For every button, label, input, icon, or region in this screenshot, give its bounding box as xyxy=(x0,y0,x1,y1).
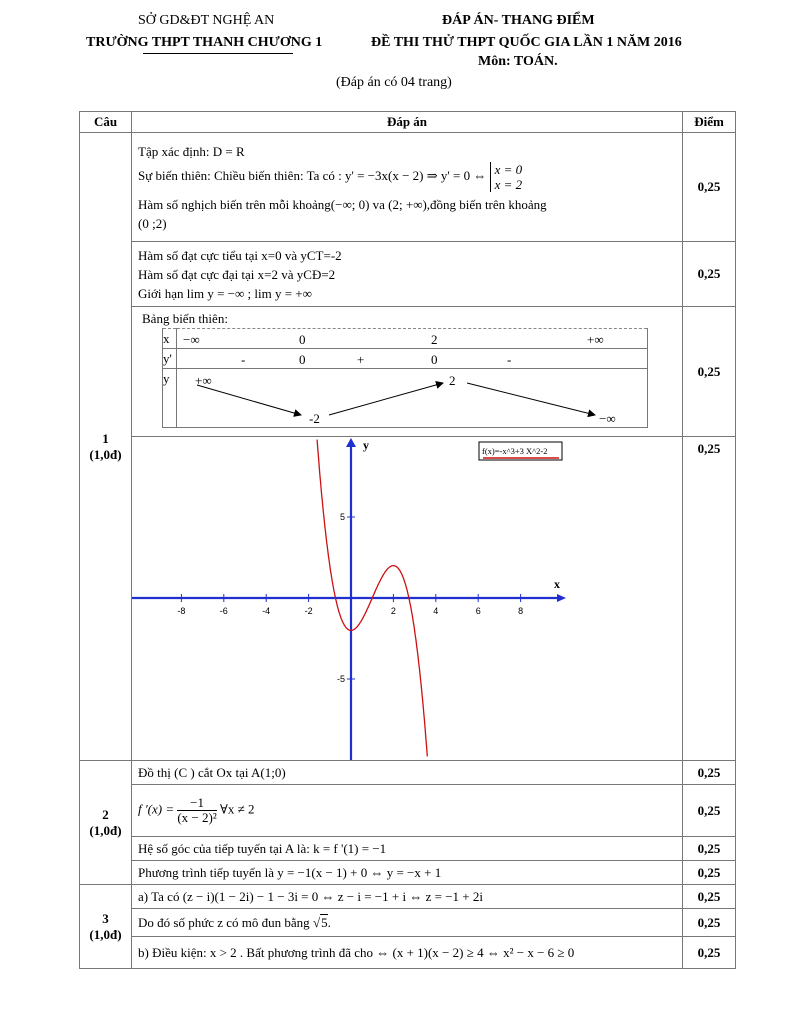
x-tick-label: -6 xyxy=(219,606,228,616)
col-header-dapan: Đáp án xyxy=(132,112,683,133)
dept-name: SỞ GD&ĐT NGHỆ AN xyxy=(138,13,275,28)
bbt-y-label: y xyxy=(163,369,177,428)
q1-limits: Giới hạn lim y = −∞ ; lim y = +∞ xyxy=(138,285,312,301)
q3-sqrt-value: 5 xyxy=(321,915,328,930)
function-graph xyxy=(132,437,683,760)
q3-total: (1,0đ) xyxy=(89,926,122,942)
q2-row3: Hệ số góc của tiếp tuyến tại A là: k = f '(1) = −1 xyxy=(132,837,683,861)
y-axis-arrow xyxy=(346,438,356,447)
exam-title: ĐỀ THI THỬ THPT QUỐC GIA LẦN 1 NĂM 2016 xyxy=(371,35,682,50)
q2-row4: Phương trình tiếp tuyến là y = −1(x − 1) + 0 ⇔ y = −x + 1 xyxy=(132,861,683,885)
bbt-arrows xyxy=(177,369,637,427)
bbt-x-0: 0 xyxy=(299,332,306,347)
bbt-arrow-down2 xyxy=(467,383,595,415)
x-tick-label: -2 xyxy=(304,606,313,616)
q1-label xyxy=(80,133,132,761)
bbt-y-row xyxy=(177,369,648,428)
bbt-arrow-up xyxy=(329,383,443,415)
q2-total: (1,0đ) xyxy=(89,822,122,838)
q2-number: 2 xyxy=(102,806,109,822)
q1-number: 1 xyxy=(102,430,109,446)
bbt-yp-sign3: - xyxy=(507,352,512,367)
q3-row1: a) Ta có (z − i)(1 − 2i) − 1 − 3i = 0 ⇔ z − i = −1 + i ⇔ z = −1 + 2i xyxy=(132,885,683,909)
x-tick-label: 6 xyxy=(475,606,481,616)
q2-points-1: 0,25 xyxy=(683,761,736,785)
q1-sys-1: x = 0 xyxy=(494,161,523,177)
x-tick-label: -8 xyxy=(177,606,186,616)
q2-denominator: (x − 2)² xyxy=(177,810,217,825)
y-tick-label: 5 xyxy=(339,512,345,522)
q2-points-3: 0,25 xyxy=(683,837,736,861)
subject: Môn: TOÁN. xyxy=(478,54,558,69)
col-header-cau: Câu xyxy=(80,112,132,133)
q3-number: 3 xyxy=(102,910,109,926)
q2-row1: Đồ thị (C ) cắt Ox tại A(1;0) xyxy=(132,761,683,785)
bbt-x-pos-inf: +∞ xyxy=(587,332,604,347)
x-tick-label: -4 xyxy=(262,606,271,616)
bbt-y-max: 2 xyxy=(449,373,456,388)
q2-fraction xyxy=(177,796,216,825)
bbt-x-2: 2 xyxy=(431,332,438,347)
q1-max: Hàm số đạt cực đại tại x=2 và yCĐ=2 xyxy=(138,266,336,282)
q1-row2 xyxy=(132,242,683,307)
q3-row3: b) Điều kiện: x > 2 . Bất phương trình đã cho ⇔ (x + 1)(x − 2) ≥ 4 ⇔ x² − x − 6 ≥ 0 xyxy=(132,937,683,969)
bbt-yp-row xyxy=(177,349,648,369)
school-underline xyxy=(143,53,293,54)
variation-table xyxy=(162,328,648,428)
q1-domain: Tập xác định: D = R xyxy=(138,143,245,159)
q1-total: (1,0đ) xyxy=(89,446,122,462)
q3-modulus-text: Do đó số phức z có mô đun bằng xyxy=(138,915,310,930)
bbt-yp-label: y' xyxy=(163,349,177,369)
bbt-x-label: x xyxy=(163,329,177,349)
q1-min: Hàm số đạt cực tiểu tại x=0 và yCT=-2 xyxy=(138,247,342,263)
answer-table xyxy=(79,111,736,969)
doc-title: ĐÁP ÁN- THANG ĐIỂM xyxy=(442,13,595,28)
x-tick-label: 8 xyxy=(518,606,524,616)
q3-label xyxy=(80,885,132,969)
bbt-arrow-down1 xyxy=(197,385,301,415)
q1-points-1: 0,25 xyxy=(683,133,736,242)
bbt-y-min: -2 xyxy=(309,411,320,426)
bbt-x-row xyxy=(177,329,648,349)
q1-interval: (0 ;2) xyxy=(138,215,167,231)
q2-row2 xyxy=(132,785,683,837)
y-tick-label: -5 xyxy=(336,674,345,684)
q3-points-2: 0,25 xyxy=(683,909,736,937)
bbt-yp-zero1: 0 xyxy=(299,352,306,367)
q1-points-3: 0,25 xyxy=(683,307,736,437)
x-tick-label: 2 xyxy=(390,606,396,616)
col-header-diem: Điểm xyxy=(683,112,736,133)
x-axis-arrow xyxy=(557,594,566,602)
school-name: TRƯỜNG THPT THANH CHƯƠNG 1 xyxy=(86,35,323,50)
q2-fprime: f '(x) = xyxy=(138,801,175,817)
bbt-y-neg-inf: −∞ xyxy=(599,411,616,426)
q1-graph-cell xyxy=(132,437,683,761)
q1-row1 xyxy=(132,133,683,242)
x-axis-label: x xyxy=(554,577,560,591)
q1-system xyxy=(490,162,523,192)
bbt-y-pos-inf: +∞ xyxy=(195,373,212,388)
q1-monotonic: Hàm số nghịch biến trên mỗi khoảng(−∞; 0) va (2; +∞),đồng biến trên khoảng xyxy=(138,196,547,212)
q1-derivative xyxy=(138,161,676,191)
q3-points-3: 0,25 xyxy=(683,937,736,969)
page-count-note: (Đáp án có 04 trang) xyxy=(336,75,452,90)
y-axis-label: y xyxy=(363,438,369,452)
q3-row2: Do đó số phức z có mô đun bằng √5. xyxy=(132,909,683,937)
q1-row3 xyxy=(132,307,683,437)
legend-text: f(x)=-x^3+3 X^2-2 xyxy=(482,446,548,456)
bbt-yp-sign2: + xyxy=(357,352,365,367)
x-tick-label: 4 xyxy=(433,606,439,616)
q1-points-4: 0,25 xyxy=(683,437,736,761)
q2-label xyxy=(80,761,132,885)
q1-derivative-text: Sự biến thiên: Chiều biến thiên: Ta có : y' = −3x(x − 2) ⇒ y' = 0 ⇔ xyxy=(138,167,487,183)
q2-points-2: 0,25 xyxy=(683,785,736,837)
q1-sys-2: x = 2 xyxy=(494,176,523,192)
bbt-title: Bảng biến thiên: xyxy=(142,311,228,326)
q2-points-4: 0,25 xyxy=(683,861,736,885)
q2-condition: ∀x ≠ 2 xyxy=(219,801,255,817)
bbt-yp-zero2: 0 xyxy=(431,352,438,367)
q2-numerator: −1 xyxy=(177,796,216,811)
bbt-x-neg-inf: −∞ xyxy=(183,332,200,347)
q1-points-2: 0,25 xyxy=(683,242,736,307)
q3-points-1: 0,25 xyxy=(683,885,736,909)
bbt-yp-sign1: - xyxy=(241,352,246,367)
